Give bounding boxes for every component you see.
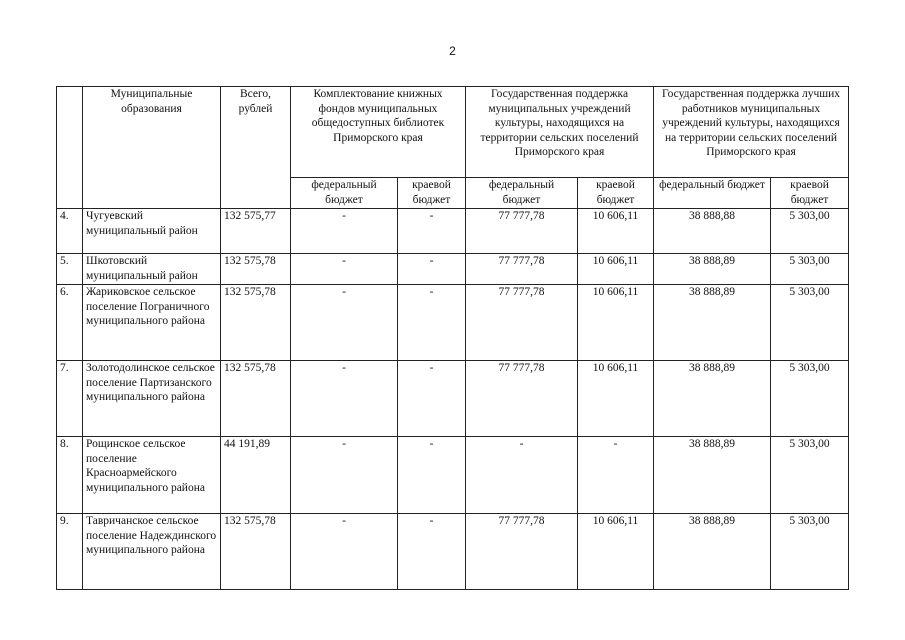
subheader-regional: краевой бюджет (771, 178, 849, 209)
table-row (57, 285, 849, 361)
row-name: Тавричанское сельское поселение Надеждинского муниципального района (83, 514, 221, 590)
row-total: 44 191,89 (221, 437, 291, 514)
cell-library-regional: - (398, 209, 466, 254)
row-name: Жариковское сельское поселение Пограничного муниципального района (83, 285, 221, 361)
row-total: 132 575,78 (221, 514, 291, 590)
cell-library-federal: - (291, 514, 398, 590)
header-municipal: Муниципальные образования (83, 87, 221, 209)
cell-culture-regional: 10 606,11 (578, 209, 654, 254)
row-total: 132 575,77 (221, 209, 291, 254)
header-group-library-funds: Комплектование книжных фондов муниципальных общедоступных библиотек Приморского края (291, 87, 466, 178)
cell-workers-federal: 38 888,89 (654, 361, 771, 437)
row-name: Рощинское сельское поселение Красноармейского муниципального района (83, 437, 221, 514)
cell-workers-federal: 38 888,89 (654, 285, 771, 361)
cell-culture-regional: 10 606,11 (578, 254, 654, 285)
row-total: 132 575,78 (221, 254, 291, 285)
row-number: 4. (57, 209, 83, 254)
cell-culture-regional: - (578, 437, 654, 514)
table-row (57, 514, 849, 590)
cell-culture-federal: 77 777,78 (466, 361, 578, 437)
cell-culture-federal: 77 777,78 (466, 254, 578, 285)
cell-library-regional: - (398, 254, 466, 285)
header-number (57, 87, 83, 209)
subheader-federal: федеральный бюджет (466, 178, 578, 209)
cell-library-federal: - (291, 209, 398, 254)
table-row (57, 254, 849, 285)
row-number: 5. (57, 254, 83, 285)
cell-culture-federal: 77 777,78 (466, 514, 578, 590)
header-group-culture-support: Государственная поддержка муниципальных учреждений культуры, находящихся на территории сельских поселений Приморского края (466, 87, 654, 178)
cell-workers-regional: 5 303,00 (771, 254, 849, 285)
cell-workers-federal: 38 888,89 (654, 254, 771, 285)
cell-library-federal: - (291, 437, 398, 514)
table-row (57, 361, 849, 437)
cell-workers-regional: 5 303,00 (771, 285, 849, 361)
cell-culture-federal: - (466, 437, 578, 514)
row-number: 6. (57, 285, 83, 361)
header-group-best-workers: Государственная поддержка лучших работников муниципальных учреждений культуры, находящихся на территории сельских поселений Приморского края (654, 87, 849, 178)
budget-table (56, 86, 849, 590)
cell-workers-regional: 5 303,00 (771, 209, 849, 254)
cell-library-regional: - (398, 514, 466, 590)
cell-library-federal: - (291, 254, 398, 285)
cell-workers-federal: 38 888,89 (654, 437, 771, 514)
cell-culture-federal: 77 777,78 (466, 209, 578, 254)
cell-library-regional: - (398, 285, 466, 361)
subheader-regional: краевой бюджет (398, 178, 466, 209)
row-name: Шкотовский муниципальный район (83, 254, 221, 285)
row-number: 8. (57, 437, 83, 514)
cell-workers-federal: 38 888,88 (654, 209, 771, 254)
subheader-federal: федеральный бюджет (291, 178, 398, 209)
row-name: Золотодолинское сельское поселение Партизанского муниципального района (83, 361, 221, 437)
table-row (57, 437, 849, 514)
cell-culture-regional: 10 606,11 (578, 285, 654, 361)
subheader-federal: федеральный бюджет (654, 178, 771, 209)
row-total: 132 575,78 (221, 285, 291, 361)
cell-workers-regional: 5 303,00 (771, 361, 849, 437)
cell-workers-regional: 5 303,00 (771, 514, 849, 590)
cell-library-regional: - (398, 361, 466, 437)
cell-culture-federal: 77 777,78 (466, 285, 578, 361)
subheader-regional: краевой бюджет (578, 178, 654, 209)
cell-workers-regional: 5 303,00 (771, 437, 849, 514)
table-row (57, 209, 849, 254)
page-number: 2 (449, 44, 456, 58)
cell-workers-federal: 38 888,89 (654, 514, 771, 590)
cell-library-federal: - (291, 361, 398, 437)
row-name: Чугуевский муниципальный район (83, 209, 221, 254)
row-total: 132 575,78 (221, 361, 291, 437)
cell-culture-regional: 10 606,11 (578, 514, 654, 590)
cell-culture-regional: 10 606,11 (578, 361, 654, 437)
header-total: Всего, рублей (221, 87, 291, 209)
row-number: 7. (57, 361, 83, 437)
cell-library-regional: - (398, 437, 466, 514)
cell-library-federal: - (291, 285, 398, 361)
row-number: 9. (57, 514, 83, 590)
